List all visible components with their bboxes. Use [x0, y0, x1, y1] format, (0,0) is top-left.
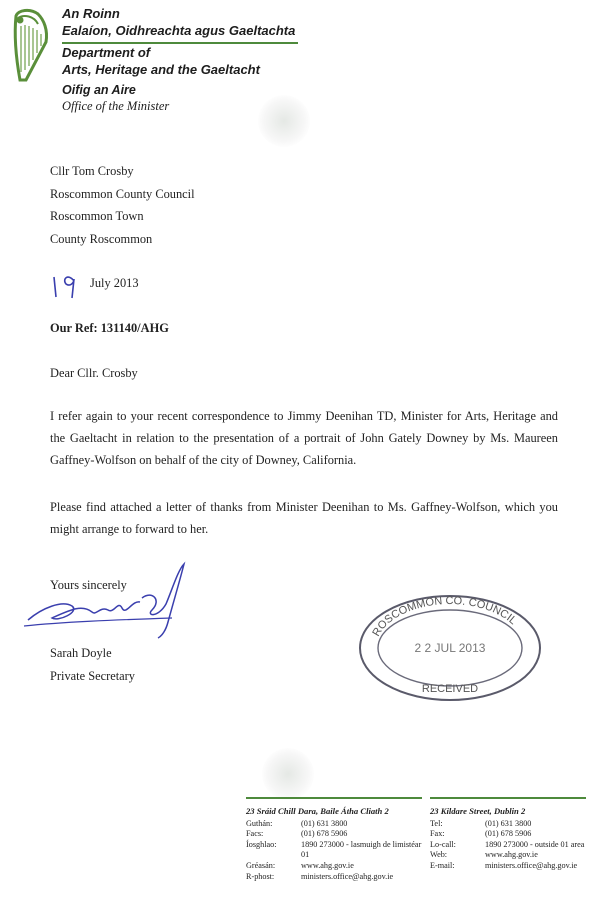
paper-smudge — [262, 748, 314, 800]
footer-value: ministers.office@ahg.gov.ie — [301, 871, 394, 881]
footer-value: (01) 631 3800 — [301, 818, 348, 828]
closing: Yours sincerely — [50, 578, 127, 592]
header-line-3: Department of — [62, 45, 151, 60]
footer-label: Tel: — [430, 818, 443, 828]
header-line-4: Arts, Heritage and the Gaeltacht — [62, 62, 260, 77]
received-stamp — [356, 592, 544, 704]
footer-irish-address: 23 Sráid Chill Dara, Baile Átha Cliath 2 — [246, 806, 389, 816]
footer-label: Guthán: — [246, 818, 273, 828]
footer-label: Lo-call: — [430, 839, 456, 849]
recipient-town: Roscommon Town — [50, 209, 144, 223]
handwritten-day — [50, 269, 84, 299]
harp-logo — [8, 8, 52, 88]
handwritten-signature — [22, 560, 202, 640]
footer-rule-english — [430, 797, 586, 799]
signatory-title: Private Secretary — [50, 669, 135, 683]
footer-english-address: 23 Kildare Street, Dublin 2 — [430, 806, 526, 816]
footer-label: Fax: — [430, 829, 445, 839]
footer-label: Facs: — [246, 829, 264, 839]
reference-number: Our Ref: 131140/AHG — [50, 321, 169, 335]
footer-value: (01) 678 5906 — [301, 829, 348, 839]
signatory-name: Sarah Doyle — [50, 646, 112, 660]
recipient-org: Roscommon County Council — [50, 187, 195, 201]
footer-label: Gréasán: — [246, 860, 276, 870]
footer-english — [430, 806, 595, 872]
body-paragraph-1: I refer again to your recent correspondence to Jimmy Deenihan TD, Minister for Arts, Heritage and the Gaeltacht in relation to the presentation of a portrait of John Gately Downey by Ms. Maureen Gaffney-Wolfson on behalf of the city of Downey, California. — [50, 409, 558, 467]
footer-value: ministers.office@ahg.gov.ie — [485, 860, 578, 870]
stamp-date: 2 2 JUL 2013 — [414, 641, 486, 655]
footer-rule-irish — [246, 797, 422, 799]
stamp-top-text: ROSCOMMON CO. COUNCIL — [370, 594, 519, 639]
footer-value: www.ahg.gov.ie — [485, 850, 538, 860]
footer-value: 1890 273000 - lasmuigh de limistéar 01 — [301, 839, 422, 860]
paper-smudge — [258, 95, 310, 147]
header-line-2: Ealaíon, Oidhreachta agus Gaeltachta — [62, 23, 296, 38]
footer-label: E-mail: — [430, 860, 455, 870]
footer-label: Íosghlao: — [246, 839, 277, 849]
header-line-5: Oifig an Aire — [62, 83, 136, 97]
footer-value: (01) 678 5906 — [485, 829, 532, 839]
header-line-6: Office of the Minister — [62, 99, 170, 113]
footer-value: (01) 631 3800 — [485, 818, 532, 828]
salutation: Dear Cllr. Crosby — [50, 366, 138, 380]
footer-irish — [246, 806, 426, 882]
header-rule — [62, 42, 298, 44]
body-paragraph-2: Please find attached a letter of thanks from Minister Deenihan to Ms. Gaffney-Wolfson, which you might arrange to forward to her. — [50, 500, 558, 536]
recipient-name: Cllr Tom Crosby — [50, 164, 134, 178]
stamp-bottom-text: RECEIVED — [421, 683, 479, 695]
footer-label: R-phost: — [246, 871, 275, 881]
footer-label: Web: — [430, 850, 448, 860]
letter-date: July 2013 — [90, 276, 139, 290]
header-line-1: An Roinn — [62, 6, 120, 21]
footer-value: 1890 273000 - outside 01 area — [485, 839, 585, 849]
footer-value: www.ahg.gov.ie — [301, 860, 354, 870]
recipient-county: County Roscommon — [50, 232, 153, 246]
